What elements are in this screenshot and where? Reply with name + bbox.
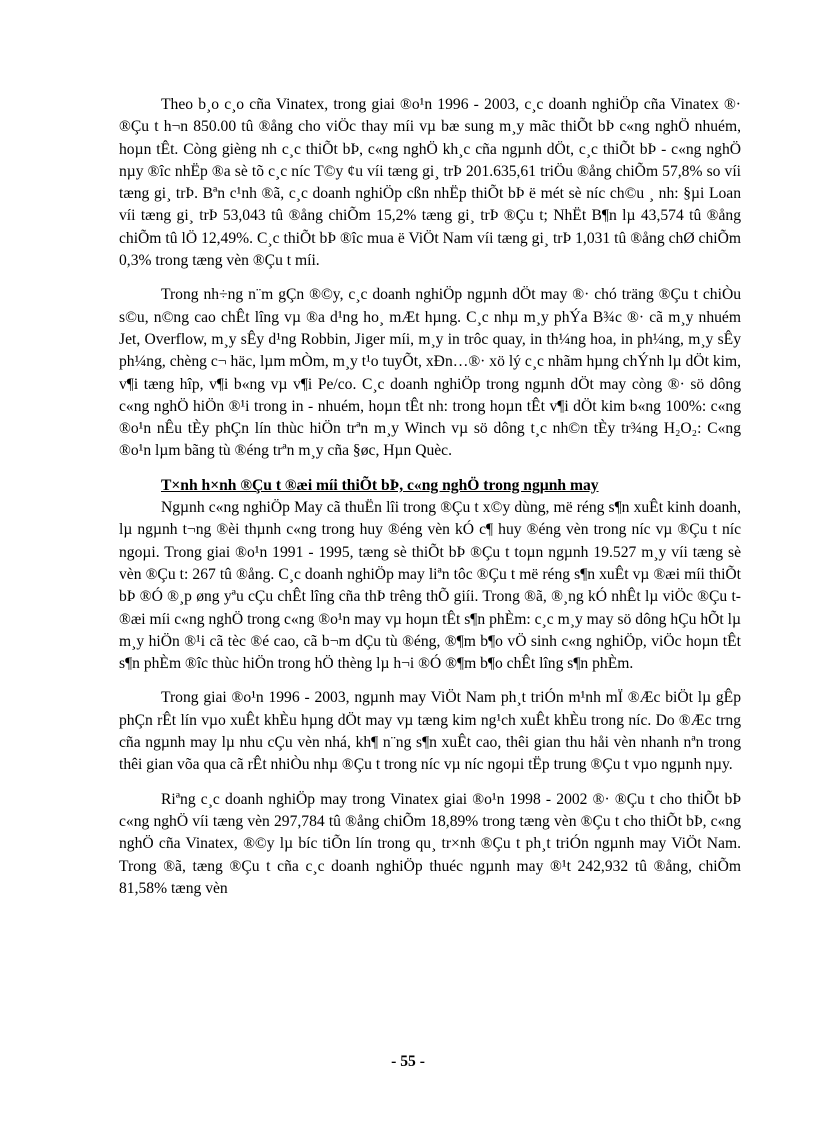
section-heading: T×nh h×nh ®Çu t ®æi míi thiÕt bÞ, c«ng nghÖ trong ngµnh may [161, 476, 599, 494]
paragraph-vinatex-dyeing-investment: Theo b¸o c¸o cña Vinatex, trong giai ®o¹n 1996 - 2003, c¸c doanh nghiÖp cña Vinatex ®· ®Çu t h¬n 850.00 tû ®ång cho viÖc thay míi vµ bæ sung m¸y mãc thiÕt bÞ c«ng nghÖ nhuém, hoµn tÊt. Còng gièng nh c¸c thiÕt bÞ, c«ng nghÖ kh¸c cña ngµnh dÖt, c¸c thiÕt bÞ - c«ng nghÖ nµy ®îc nhËp ®a sè tõ c¸c níc T©y ¢u víi tæng gi¸ trÞ 201.635,61 triÖu ®ång chiÕm 57,8% so víi tæng gi¸ trÞ. Bªn c¹nh ®ã, c¸c doanh nghiÖp cßn nhËp thiÕt bÞ ë mét sè níc ch©u ¸ nh: §µi Loan víi tæng gi¸ trÞ 53,043 tû ®ång chiÕm 15,2% tæng gi¸ trÞ ®Çu t; NhËt B¶n lµ 43,574 tû ®ång chiÕm tû lÖ 12,49%. C¸c thiÕt bÞ ®îc mua ë ViÖt Nam víi tæng gi¸ trÞ 1,031 tû ®ång chØ chiÕm 0,3% trong tæng vèn ®Çu t míi. [119, 96, 741, 270]
paragraph-vinatex-garment-investment: Riªng c¸c doanh nghiÖp may trong Vinatex giai ®o¹n 1998 - 2002 ®· ®Çu t cho thiÕt bÞ c«ng nghÖ víi tæng vèn 297,784 tû ®ång chiÕm 18,89% trong tæng vèn ®Çu t cho thiÕt bÞ, c«ng nghÖ cña Vinatex, ®©y lµ bíc tiÕn lín trong qu¸ tr×nh ®Çu t ph¸t triÓn ngµnh may ViÖt Nam. Trong ®ã, tæng ®Çu t cña c¸c doanh nghiÖp thuéc ngµnh may ®¹t 242,932 tû ®ång, chiÕm 81,58% tæng vèn [119, 790, 741, 897]
paragraph-recent-investment: Trong nh÷ng n¨m gÇn ®©y, c¸c doanh nghiÖp ngµnh dÖt may ®· chó träng ®Çu t chiÒu s©u, n©ng cao chÊt lîng vµ ®a d¹ng ho¸ mÆt hµng. C¸c nhµ m¸y phÝa B¾c ®· cã m¸y nhuém Jet, Overflow, m¸y sÊy d¹ng Robbin, Jiger míi, m¸y in trôc quay, in th¼ng hoa, in ph¼ng, m¸y sÊy ph¼ng, chèng c¬ häc, lµm mÒm, m¸y t¹o tuyÕt, xÐn…®· xö lý c¸c nhãm hµng chÝnh lµ dÖt kim, v¶i tæng hîp, v¶i b«ng vµ v¶i Pe/co. C¸c doanh nghiÖp trong ngµnh dÖt may còng ®· sö dông c«ng nghÖ hiÖn ®¹i trong in - nhuém, hoµn tÊt nh: trong hoµn tÊt v¶i dÖt kim b«ng 100%: c«ng ®o¹n nÊu tÈy phÇn lín thùc hiÖn trªn m¸y Winch vµ sö dông t¸c nh©n tÈy tr¾ng H₂O₂: C«ng ®o¹n lµm bãng tù ®éng trªn m¸y cña §øc, Hµn Quèc. [119, 286, 741, 460]
document-body [119, 94, 741, 912]
paragraph-garment-industry: Ngµnh c«ng nghiÖp May cã thuËn lîi trong ®Çu t x©y dùng, më réng s¶n xuÊt kinh doanh, lµ ngµnh t¬ng ®èi thµnh c«ng trong huy ®éng vèn kÓ c¶ huy ®éng vèn trong níc vµ ®Çu t níc ngoµi. Trong giai ®o¹n 1991 - 1995, tæng sè thiÕt bÞ ®Çu t toµn ngµnh 19.527 m¸y víi tæng sè vèn ®Çu t: 267 tû ®ång. C¸c doanh nghiÖp may liªn tôc ®Çu t më réng s¶n xuÊt vµ ®æi míi thiÕt bÞ ®Ó ®¸p øng yªu cÇu chÊt lîng cña thÞ trêng thÕ giíi. Trong ®ã, ®¸ng kÓ nhÊt lµ viÖc ®Çu t ®æi míi c«ng nghÖ trong c«ng ®o¹n may vµ hoµn tÊt s¶n phÈm: c¸c m¸y may sö dông hÇu hÕt lµ m¸y hiÖn ®¹i cã tèc ®é cao, cã b¬m dÇu tù ®éng, ®¶m b¶o vÖ sinh c«ng nghiÖp, viÖc hoµn tÊt s¶n phÈm ®îc thùc hiÖn trong hÖ thèng lµ h¬i ®Ó ®¶m b¶o chÊt lîng s¶n phÈm. [119, 499, 741, 673]
paragraph-garment-growth: Trong giai ®o¹n 1996 - 2003, ngµnh may ViÖt Nam ph¸t triÓn m¹nh mÏ ®Æc biÖt lµ gÊp phÇn rÊt lín vµo xuÊt khÈu hµng dÖt may vµ tæng kim ng¹ch xuÊt khÈu trong níc. Do ®Æc trng cña ngµnh may lµ nhu cÇu vèn nhá, kh¶ n¨ng s¶n xuÊt cao, thêi gian thu håi vèn nhanh nªn trong thêi gian võa qua cã rÊt nhiÒu nhµ ®Çu t trong níc vµ níc ngoµi tËp trung ®Çu t vµo ngµnh nµy. [119, 689, 741, 774]
page-number: - 55 - [391, 1053, 425, 1070]
